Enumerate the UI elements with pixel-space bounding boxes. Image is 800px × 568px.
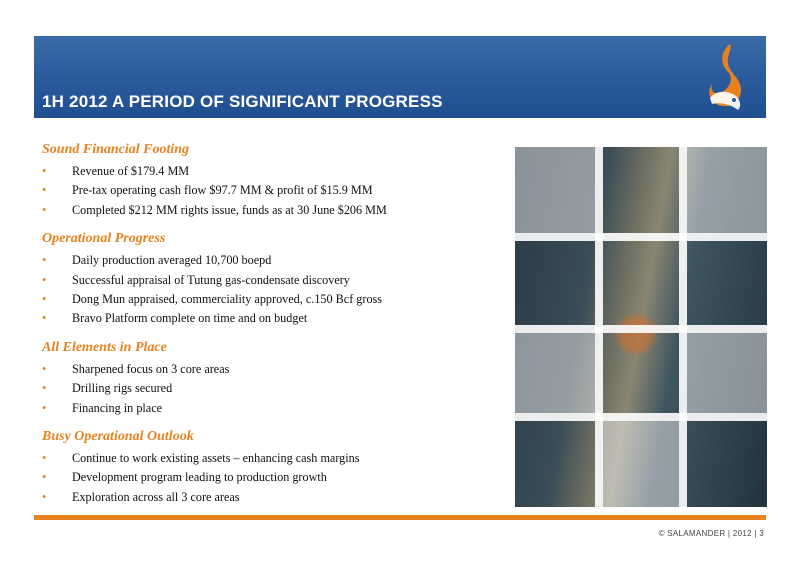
list-item [42, 201, 482, 220]
list-item-text: Sharpened focus on 3 core areas [72, 361, 230, 376]
section-title: Busy Operational Outlook [42, 429, 194, 445]
content-column [42, 142, 482, 518]
section [42, 231, 482, 329]
list-item-text: Drilling rigs secured [72, 381, 173, 396]
list-item [42, 399, 482, 418]
section-title: All Elements in Place [42, 339, 167, 355]
bullet-icon: • [42, 164, 47, 178]
list-item-text: Pre-tax operating cash flow $97.7 MM & profit of $15.9 MM [72, 183, 373, 198]
bullet-icon: • [42, 489, 47, 504]
salamander-logo [700, 40, 752, 116]
photo-tile-overlay [515, 333, 595, 413]
list-item-text: Exploration across all 3 core areas [72, 489, 240, 504]
list-item [42, 449, 482, 468]
bullet-icon: • [42, 202, 47, 217]
photo-grid-divider [515, 233, 767, 241]
title-banner [34, 36, 766, 118]
photo-grid-divider [515, 325, 767, 333]
list-item-text: Daily production averaged 10,700 boepd [72, 253, 272, 268]
section-title: Operational Progress [42, 231, 166, 247]
list-item-text: Development program leading to production growth [72, 470, 327, 485]
list-item-text: Dong Mun appraised, commerciality approved, c.150 Bcf gross [72, 292, 383, 307]
section [42, 429, 482, 507]
photo-tile-overlay [687, 333, 767, 413]
list-item [42, 468, 482, 487]
list-item-text: Completed $212 MM rights issue, funds as at 30 June $206 MM [72, 202, 387, 217]
bullet-icon: • [42, 451, 47, 466]
bullet-list [42, 360, 482, 418]
list-item [42, 271, 482, 290]
bullet-icon: • [42, 292, 47, 307]
footer-rule [34, 515, 766, 520]
section-title: Sound Financial Footing [42, 142, 190, 157]
list-item-text: Continue to work existing assets – enhancing cash margins [72, 451, 360, 466]
list-item [42, 488, 482, 507]
list-item [42, 162, 482, 181]
photo-tile-overlay [603, 421, 679, 507]
bullet-icon: • [42, 253, 47, 268]
section [42, 142, 482, 220]
list-item [42, 181, 482, 200]
list-item-text: Financing in place [72, 400, 163, 415]
bullet-icon: • [42, 311, 47, 326]
list-item-text: Bravo Platform complete on time and on budget [72, 311, 308, 326]
offshore-platform-photo [515, 147, 767, 507]
list-item [42, 360, 482, 379]
bullet-list [42, 251, 482, 329]
bullet-list [42, 449, 482, 507]
photo-tile-overlay [515, 147, 595, 233]
list-item-text: Successful appraisal of Tutung gas-condensate discovery [72, 272, 350, 287]
bullet-list [42, 162, 482, 220]
bullet-icon: • [42, 361, 47, 376]
bullet-icon: • [42, 183, 47, 198]
bullet-icon: • [42, 470, 47, 485]
list-item [42, 379, 482, 398]
page-title: 1H 2012 A PERIOD OF SIGNIFICANT PROGRESS [42, 92, 443, 111]
list-item [42, 290, 482, 309]
section [42, 340, 482, 418]
photo-grid-divider [515, 413, 767, 421]
photo-tile-overlay [687, 147, 767, 233]
bullet-icon: • [42, 400, 47, 415]
list-item [42, 251, 482, 270]
list-item [42, 309, 482, 328]
bullet-icon: • [42, 272, 47, 287]
bullet-icon: • [42, 381, 47, 396]
list-item-text: Revenue of $179.4 MM [72, 164, 190, 178]
footer-copyright: © SALAMANDER | 2012 | 3 [658, 529, 764, 538]
